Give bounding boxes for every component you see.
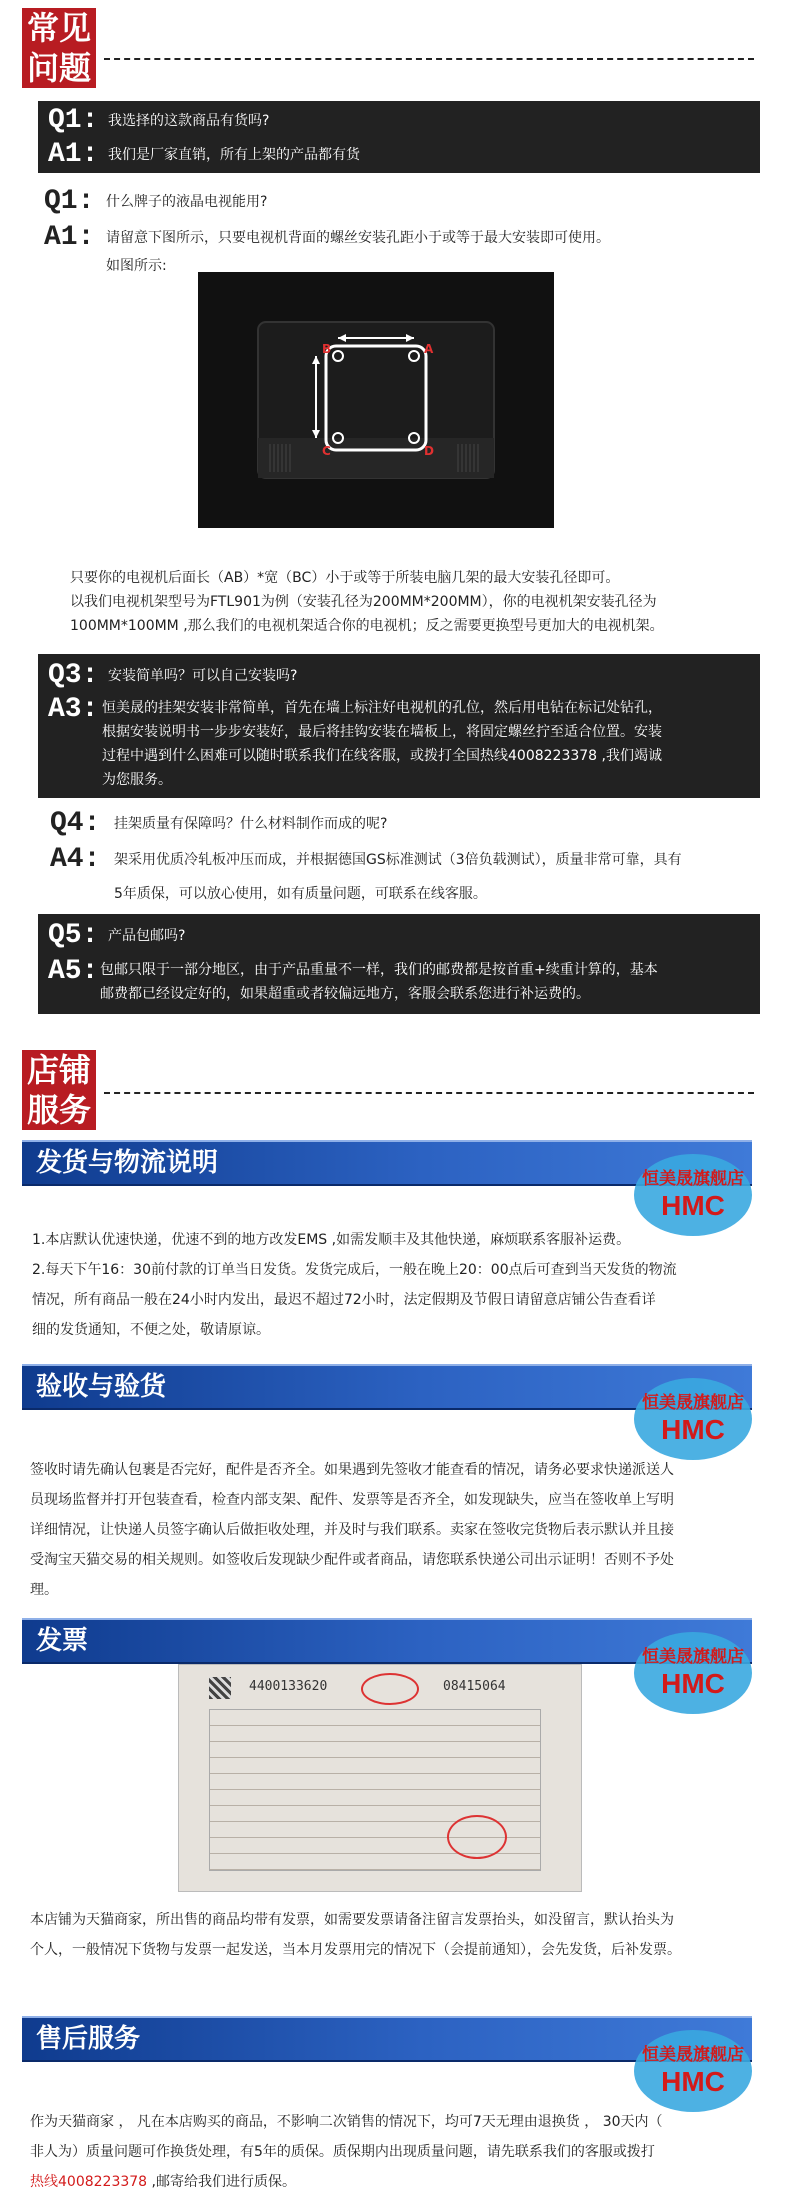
hole-label-c: C [322,444,331,458]
invoice-title: 发票 [36,1626,89,1656]
q1-question: 我选择的这款商品有货吗? [108,113,270,129]
q4-label: Q4: [50,808,101,839]
shipping-line-2: 2.每天下午16：30前付款的订单当日发货。发货完成后，一般在晚上20：00点后可查到当天发货的物流 [32,1262,677,1278]
inspection-line-4: 受淘宝天猫交易的相关规则。如签收后发现缺少配件或者商品，请您联系快递公司出示证明！否则不予处 [30,1552,674,1568]
a3-answer-4: 为您服务。 [102,772,172,788]
q2-explain-1: 只要你的电视机后面长（AB）*宽（BC）小于或等于所装电脑几架的最大安装孔径即可。 [70,570,620,586]
invoice-stamp-red [361,1673,419,1705]
service-section-tag [22,1050,96,1130]
hotline-link[interactable]: 热线4008223378 [30,2174,148,2190]
q4-question: 挂架质量有保障吗？什么材料制作而成的呢? [114,816,388,832]
a3-answer-3: 过程中遇到什么困难可以随时联系我们在线客服，或拨打全国热线4008223378 ,我们竭诚 [102,748,662,764]
figure-caption: 如图所示: [106,258,167,274]
shipping-line-1: 1.本店默认优速快递，优速不到的地方改发EMS ,如需发顺丰及其他快递，麻烦联系客服补运费。 [32,1232,631,1248]
hmc-badge-shipping [618,1146,768,1238]
service-dash-divider [104,1092,754,1094]
invoice-code: 4400133620 [249,1679,328,1694]
badge-store-name: 恒美晟旗舰店 [642,1393,744,1413]
aftersale-line-2: 非人为）质量问题可作换货处理，有5年的质保。质保期内出现质量问题，请先联系我们的客服或拨打 [30,2144,655,2160]
a1-label: A1: [48,139,99,170]
faq-dash-divider [104,58,754,60]
a5-answer-1: 包邮只限于一部分地区，由于产品重量不一样，我们的邮费都是按首重+续重计算的，基本 [100,962,658,978]
q2-explain-3: 100MM*100MM ,那么我们的电视机架适合你的电视机；反之需要更换型号更加大的电视机架。 [70,618,664,634]
shipping-line-3: 情况，所有商品一般在24小时内发出，最迟不超过72小时，法定假期及节假日请留意店铺公告查看详 [32,1292,656,1308]
invoice-line-1: 本店铺为天猫商家，所出售的商品均带有发票，如需要发票请备注留言发票抬头，如没留言，默认抬头为 [30,1912,674,1928]
badge-store-name: 恒美晟旗舰店 [642,2045,744,2065]
q3-label: Q3: [48,660,99,691]
a3-answer-2: 根据安装说明书一步步安装好，最后将挂钩安装在墙板上，将固定螺丝拧至适合位置。安装 [102,724,662,740]
invoice-number: 08415064 [443,1679,506,1694]
faq-q3-box [38,654,760,798]
aftersale-tail: ,邮寄给我们进行质保。 [147,2174,296,2190]
badge-logo-text: HMC [661,1668,725,1699]
shipping-line-4: 细的发货通知，不便之处，敬请原谅。 [32,1322,270,1338]
a3-label: A3: [48,694,99,725]
badge-logo-text: HMC [661,2066,725,2097]
hmc-badge-aftersale [618,2022,768,2114]
q5-question: 产品包邮吗? [108,928,186,944]
a5-label: A5: [48,956,99,987]
a3-answer-1: 恒美晟的挂架安装非常简单，首先在墙上标注好电视机的孔位，然后用电钻在标记处钻孔， [102,700,662,716]
q5-label: Q5: [48,920,99,951]
service-tag-line2: 服务 [26,1091,91,1129]
tv-mount-diagram [198,272,554,528]
inspection-line-1: 签收时请先确认包裹是否完好，配件是否齐全。如果遇到先签收才能查看的情况，请务必要求快递派送人 [30,1462,674,1478]
faq-q1-box [38,101,760,173]
q1-label: Q1: [48,105,99,136]
a4-answer-1: 架采用优质冷轧板冲压而成，并根据德国GS标准测试（3倍负载测试），质量非常可靠，具有 [114,852,682,868]
hole-label-a: A [424,342,434,356]
badge-store-name: 恒美晟旗舰店 [642,1169,744,1189]
a5-answer-2: 邮费都已经设定好的，如果超重或者较偏远地方，客服会联系您进行补运费的。 [100,986,590,1002]
a4-answer-2: 5年质保，可以放心使用，如有质量问题，可联系在线客服。 [114,886,487,902]
a2-answer: 请留意下图所示，只要电视机背面的螺丝安装孔距小于或等于最大安装即可使用。 [106,230,610,246]
q2-label: Q1: [44,186,95,217]
hmc-badge-invoice [618,1624,768,1716]
a4-label: A4: [50,844,101,875]
badge-store-name: 恒美晟旗舰店 [642,1647,744,1667]
hole-label-d: D [424,444,434,458]
faq-q5-box [38,914,760,1014]
inspection-line-5: 理。 [30,1582,58,1598]
q2-question: 什么牌子的液晶电视能用? [106,194,268,210]
inspection-line-2: 员现场监督并打开包装查看，检查内部支架、配件、发票等是否齐全，如发现缺失，应当在签收单上写明 [30,1492,674,1508]
badge-logo-text: HMC [661,1190,725,1221]
faq-section-tag [22,8,96,88]
faq-tag-line1: 常见 [26,9,91,47]
q3-question: 安装简单吗？可以自己安装吗? [108,668,298,684]
hmc-badge-inspection [618,1370,768,1462]
tv-diagram-svg [198,272,554,528]
shipping-title: 发货与物流说明 [36,1148,219,1178]
service-tag-line1: 店铺 [26,1051,91,1089]
a1-answer: 我们是厂家直销，所有上架的产品都有货 [108,147,360,163]
inspection-line-3: 详细情况，让快递人员签字确认后做拒收处理，并及时与我们联系。卖家在签收完货物后表示默认并且接 [30,1522,674,1538]
q2-explain-2: 以我们电视机架型号为FTL901为例（安装孔径为200MM*200MM），你的电视机架安装孔径为 [70,594,657,610]
inspection-title: 验收与验货 [36,1372,167,1402]
invoice-sample-image [178,1664,582,1892]
faq-tag-line2: 问题 [26,49,91,87]
aftersale-line-1: 作为天猫商家 ， 凡在本店购买的商品，不影响二次销售的情况下，均可7天无理由退换货 ， 30天内（ [30,2114,663,2130]
a2-label: A1: [44,222,95,253]
hole-label-b: B [322,342,332,356]
aftersale-title: 售后服务 [36,2024,141,2054]
invoice-qr-code [209,1677,231,1699]
invoice-line-2: 个人，一般情况下货物与发票一起发送，当本月发票用完的情况下（会提前通知），会先发货，后补发票。 [30,1942,681,1958]
invoice-seal [447,1815,507,1859]
aftersale-line-3 [30,2168,296,2196]
badge-logo-text: HMC [661,1414,725,1445]
